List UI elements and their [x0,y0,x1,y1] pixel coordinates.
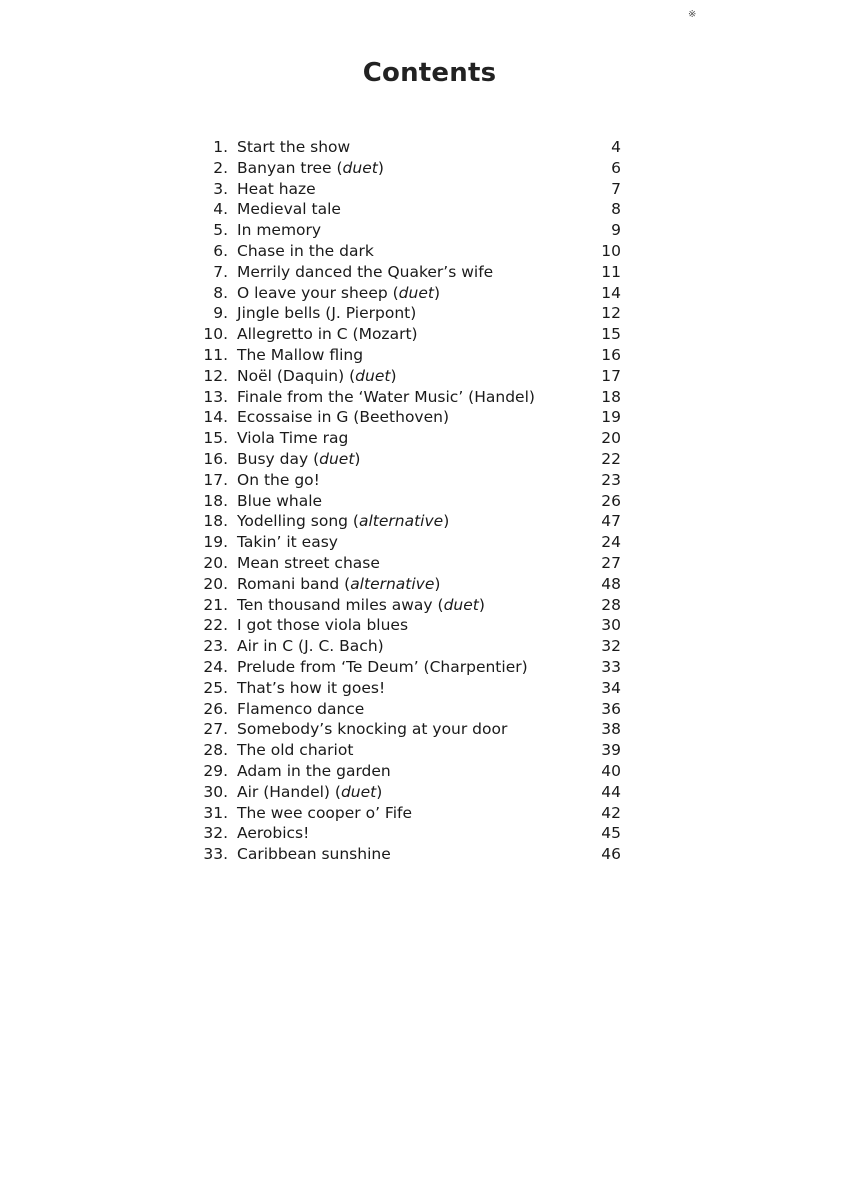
contents-entry [196,699,621,720]
entry-number: 26. [203,699,228,718]
entry-title [237,740,353,761]
entry-title [237,303,416,324]
entry-title [237,511,449,532]
entry-number: 22. [203,616,228,635]
entry-title-text: O leave your sheep ( [237,283,399,302]
entry-title [237,615,408,636]
contents-entry [196,137,621,158]
contents-entry [196,428,621,449]
entry-page-number: 42 [601,803,621,822]
entry-page-number: 44 [601,782,621,801]
entry-page-number: 24 [601,533,621,552]
entry-number: 31. [203,803,228,822]
entry-title-text: Caribbean sunshine [237,845,391,864]
entry-title-text: Somebody’s knocking at your door [237,720,508,739]
entry-number: 3. [213,179,228,198]
contents-entry [196,761,621,782]
entry-title-text: Allegretto in C (Mozart) [237,325,418,344]
contents-entry [196,636,621,657]
entry-title [237,366,397,387]
entry-title-text: Ten thousand miles away ( [237,595,444,614]
contents-entry [196,324,621,345]
entry-page-number: 9 [611,221,621,240]
entry-number: 12. [203,366,228,385]
entry-page-number: 14 [601,283,621,302]
entry-title-text: Prelude from ‘Te Deum’ (Charpentier) [237,657,528,676]
entry-title [237,137,350,158]
entry-title-text: ) [443,512,450,531]
entry-title-text: The old chariot [237,741,354,760]
entry-page-number: 20 [601,429,621,448]
contents-entry [196,615,621,636]
corner-mark: ※ [688,9,697,20]
entry-title-text: ) [377,158,384,177]
entry-number: 24. [203,657,228,676]
entry-title [237,199,341,220]
entry-title [237,553,380,574]
entry-number: 6. [213,241,228,260]
entry-page-number: 28 [601,595,621,614]
entry-page-number: 16 [601,345,621,364]
entry-page-number: 11 [601,262,621,281]
contents-entry [196,491,621,512]
entry-title [237,387,535,408]
entry-title-text: Merrily danced the Quaker’s wife [237,262,494,281]
entry-title-text: Air in C (J. C. Bach) [237,637,384,656]
entry-page-number: 40 [601,761,621,780]
entry-number: 7. [213,262,228,281]
page-title: Contents [362,58,497,88]
contents-entry [196,179,621,200]
entry-title [237,179,316,200]
contents-entry [196,366,621,387]
contents-entry [196,449,621,470]
entry-number: 19. [203,533,228,552]
entry-title-text: Start the show [237,138,351,156]
contents-entry [196,553,621,574]
entry-title [237,262,493,283]
entry-number: 27. [203,720,228,739]
entry-page-number: 48 [601,574,621,593]
entry-title-text: Ecossaise in G (Beethoven) [237,408,450,427]
contents-entry [196,595,621,616]
entry-title [237,407,449,428]
entry-number: 13. [203,387,228,406]
entry-title-italic: alternative [358,512,444,531]
entry-number: 32. [203,824,228,843]
entry-number: 15. [203,429,228,448]
contents-entry [196,657,621,678]
contents-entry [196,844,621,865]
entry-title-text: Medieval tale [237,200,341,219]
entry-title-text: Flamenco dance [237,699,365,718]
entry-title-text: Banyan tree ( [237,158,343,177]
entry-title-text: The wee cooper o’ Fife [237,803,413,822]
entry-title-text: Yodelling song ( [237,512,359,531]
entry-page-number: 34 [601,678,621,697]
entry-title [237,345,363,366]
entry-page-number: 12 [601,304,621,323]
entry-title [237,782,382,803]
entry-number: 20. [203,553,228,572]
entry-title-italic: duet [355,366,391,385]
entry-title [237,574,440,595]
entry-title-text: Chase in the dark [237,241,374,260]
contents-entry [196,823,621,844]
entry-number: 9. [213,304,228,323]
contents-entry [196,803,621,824]
entry-number: 18. [203,491,228,510]
entry-number: 11. [203,345,228,364]
contents-entry [196,283,621,304]
entry-title-text: Air (Handel) ( [237,782,341,801]
contents-entry [196,345,621,366]
entry-title [237,283,440,304]
entry-page-number: 45 [601,824,621,843]
entry-title-text: Takin’ it easy [237,533,338,552]
entry-title [237,449,360,470]
entry-title-text: ) [434,574,441,593]
contents-entry [196,470,621,491]
entry-title [237,241,374,262]
entry-number: 14. [203,408,228,427]
entry-page-number: 7 [611,179,621,198]
entry-title-text: Viola Time rag [237,429,349,448]
contents-entry [196,241,621,262]
entry-page-number: 47 [601,512,621,531]
contents-entry [196,740,621,761]
entry-title [237,657,528,678]
entry-title-italic: duet [342,158,378,177]
entry-page-number: 19 [601,408,621,427]
entry-number: 17. [203,470,228,489]
entry-number: 2. [213,158,228,177]
entry-number: 29. [203,761,228,780]
entry-page-number: 26 [601,491,621,510]
entry-number: 10. [203,325,228,344]
entry-page-number: 6 [611,158,621,177]
entry-page-number: 33 [601,657,621,676]
entry-title-text: Aerobics! [237,824,310,843]
entry-title-text: Romani band ( [237,574,351,593]
entry-number: 28. [203,741,228,760]
entry-number: 4. [213,200,228,219]
entry-title-text: Jingle bells (J. Pierpont) [237,304,417,323]
entry-title [237,844,391,865]
entry-number: 16. [203,449,228,468]
entry-title-italic: duet [398,283,434,302]
entry-number: 8. [213,283,228,302]
entry-page-number: 30 [601,616,621,635]
entry-title-text: Noël (Daquin) ( [237,366,356,385]
entry-title [237,324,418,345]
contents-entry [196,199,621,220]
entry-page-number: 15 [601,325,621,344]
entry-title [237,532,338,553]
entry-number: 33. [203,845,228,864]
entry-number: 18. [203,512,228,531]
entry-page-number: 38 [601,720,621,739]
contents-entry [196,262,621,283]
entry-title [237,595,485,616]
entry-title-text: Busy day ( [237,449,320,468]
contents-entry [196,782,621,803]
entry-title-text: That’s how it goes! [237,678,386,697]
entry-page-number: 32 [601,637,621,656]
entry-page-number: 4 [611,138,621,156]
entry-title-italic: alternative [350,574,435,593]
entry-title-text: In memory [237,221,322,240]
entry-title-text: ) [478,595,485,614]
contents-entry [196,678,621,699]
contents-entry [196,511,621,532]
contents-entry [196,719,621,740]
entry-page-number: 27 [601,553,621,572]
contents-entry [196,532,621,553]
entry-title [237,678,385,699]
entry-number: 25. [203,678,228,697]
entry-page-number: 23 [601,470,621,489]
entry-page-number: 18 [601,387,621,406]
entry-page-number: 10 [601,241,621,260]
entry-title-text: ) [390,366,397,385]
contents-list [196,137,621,865]
contents-entry [196,407,621,428]
entry-title [237,699,364,720]
entry-number: 1. [213,138,228,156]
entry-page-number: 17 [601,366,621,385]
entry-title [237,220,321,241]
entry-title [237,719,507,740]
entry-title-text: ) [354,449,361,468]
contents-entry [196,220,621,241]
entry-title [237,636,384,657]
entry-page-number: 22 [601,449,621,468]
entry-page-number: 36 [601,699,621,718]
entry-title [237,491,322,512]
contents-entry [196,158,621,179]
contents-entry [196,387,621,408]
entry-title-italic: duet [340,782,377,801]
entry-page-number: 46 [601,845,621,864]
entry-page-number: 39 [601,741,621,760]
entry-number: 20. [203,574,228,593]
entry-title-text: Finale from the ‘Water Music’ (Handel) [237,387,535,406]
entry-title [237,803,412,824]
entry-number: 5. [213,221,228,240]
entry-title-text: Heat haze [237,179,316,198]
entry-title [237,470,320,491]
entry-title-text: Blue whale [237,491,323,510]
entry-title-text: On the go! [237,470,320,489]
entry-page-number: 8 [611,200,621,219]
entry-title-text: Mean street chase [237,553,380,572]
contents-entry [196,574,621,595]
entry-title [237,761,391,782]
entry-title [237,428,348,449]
entry-number: 21. [203,595,228,614]
entry-title-italic: duet [319,449,355,468]
entry-title-text: Adam in the garden [237,761,391,780]
entry-title-text: The Mallow fling [237,345,364,364]
entry-title-italic: duet [443,595,479,614]
contents-entry [196,303,621,324]
entry-title [237,158,384,179]
entry-number: 23. [203,637,228,656]
entry-title-text: ) [433,283,441,302]
entry-title-text: ) [376,782,383,801]
entry-number: 30. [203,782,228,801]
entry-title [237,823,309,844]
entry-title-text: I got those viola blues [237,616,409,635]
